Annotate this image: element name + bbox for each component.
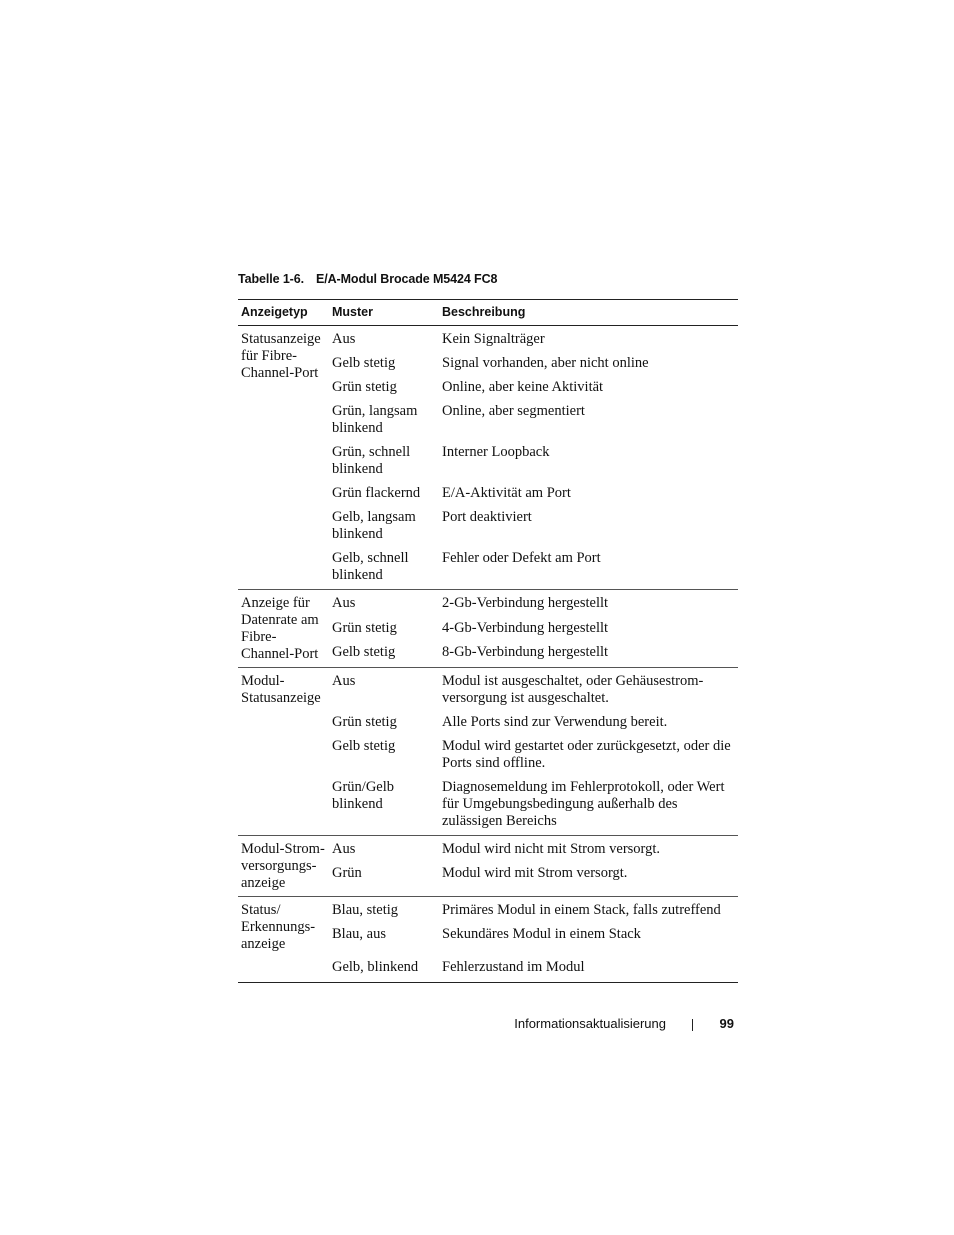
- description-cell: Modul wird mit Strom versorgt.: [439, 862, 738, 897]
- group-type-cell: Status/ Erkennungs-anzeige: [238, 897, 329, 983]
- pattern-cell: Grün/Gelb blinkend: [329, 776, 439, 836]
- pattern-cell: Grün, schnell blinkend: [332, 444, 411, 477]
- description-cell: 8-Gb-Verbindung hergestellt: [439, 641, 738, 667]
- description-cell: 2-Gb-Verbindung hergestellt: [442, 595, 609, 611]
- led-table: [238, 299, 738, 983]
- header-muster: Muster: [329, 300, 439, 326]
- group-type-cell: Anzeige für Datenrate am Fibre-Channel-Port: [238, 590, 329, 668]
- description-cell: E/A-Aktivität am Port: [442, 485, 571, 501]
- group-type-cell: Statusanzeige für Fibre-Channel-Port: [238, 326, 329, 590]
- pattern-cell: Gelb stetig: [329, 641, 439, 667]
- description-cell: Online, aber keine Aktivität: [442, 379, 604, 395]
- pattern-cell: Grün stetig: [332, 714, 397, 730]
- table-row: [238, 897, 738, 924]
- footer-divider: [692, 1019, 693, 1031]
- description-cell: Modul wird nicht mit Strom versorgt.: [442, 841, 661, 857]
- pattern-cell: Blau, aus: [332, 926, 386, 942]
- description-cell: Alle Ports sind zur Verwendung bereit.: [442, 714, 668, 730]
- pattern-cell: Gelb stetig: [332, 355, 396, 371]
- caption-number: Tabelle 1-6.: [238, 272, 304, 286]
- description-cell: Signal vorhanden, aber nicht online: [442, 355, 649, 371]
- description-cell: Modul ist ausgeschaltet, oder Gehäusestrom-versorgung ist ausgeschaltet.: [442, 673, 704, 706]
- pattern-cell: Aus: [332, 673, 356, 689]
- pattern-cell: Gelb stetig: [332, 738, 396, 754]
- header-beschreibung: Beschreibung: [439, 300, 738, 326]
- pattern-cell: Aus: [332, 331, 356, 347]
- pattern-cell: Grün stetig: [332, 379, 397, 395]
- page-number: 99: [719, 1016, 734, 1031]
- description-cell: Modul wird gestartet oder zurückgesetzt, oder die Ports sind offline.: [442, 738, 731, 771]
- description-cell: Primäres Modul in einem Stack, falls zutreffend: [442, 902, 721, 918]
- pattern-cell: Gelb, schnell blinkend: [329, 547, 439, 590]
- table-caption: [238, 272, 497, 286]
- header-anzeigetyp: Anzeigetyp: [238, 300, 329, 326]
- description-cell: Fehler oder Defekt am Port: [439, 547, 738, 590]
- description-cell: 4-Gb-Verbindung hergestellt: [442, 619, 609, 636]
- description-cell: Port deaktiviert: [442, 509, 532, 525]
- page-footer: [0, 1016, 954, 1036]
- description-cell: Fehlerzustand im Modul: [439, 956, 738, 983]
- table-row: [238, 590, 738, 617]
- pattern-cell: Grün: [329, 862, 439, 897]
- pattern-cell: Aus: [332, 841, 356, 857]
- pattern-cell: Aus: [332, 595, 356, 611]
- group-type-cell: Modul-Strom-versorgungs-anzeige: [238, 836, 329, 897]
- pattern-cell: Grün stetig: [332, 619, 397, 636]
- table-row: [238, 836, 738, 863]
- table-row: [238, 668, 738, 712]
- pattern-cell: Grün, langsam blinkend: [332, 403, 418, 436]
- pattern-cell: Blau, stetig: [332, 902, 399, 918]
- pattern-cell: Gelb, langsam blinkend: [332, 509, 416, 542]
- description-cell: Kein Signalträger: [442, 331, 545, 347]
- table-header-row: [238, 300, 738, 326]
- caption-title: E/A-Modul Brocade M5424 FC8: [316, 272, 498, 286]
- table-row: [238, 326, 738, 353]
- description-cell: Diagnosemeldung im Fehlerprotokoll, oder Wert für Umgebungsbedingung außerhalb des zulässigen Bereichs: [439, 776, 738, 836]
- footer-section-title: Informationsaktualisierung: [514, 1016, 666, 1031]
- pattern-cell: Gelb, blinkend: [329, 956, 439, 983]
- description-cell: Online, aber segmentiert: [442, 403, 585, 419]
- description-cell: Interner Loopback: [442, 444, 550, 460]
- description-cell: Sekundäres Modul in einem Stack: [442, 926, 641, 942]
- pattern-cell: Grün flackernd: [332, 485, 421, 501]
- group-type-cell: Modul-Statusanzeige: [238, 668, 329, 836]
